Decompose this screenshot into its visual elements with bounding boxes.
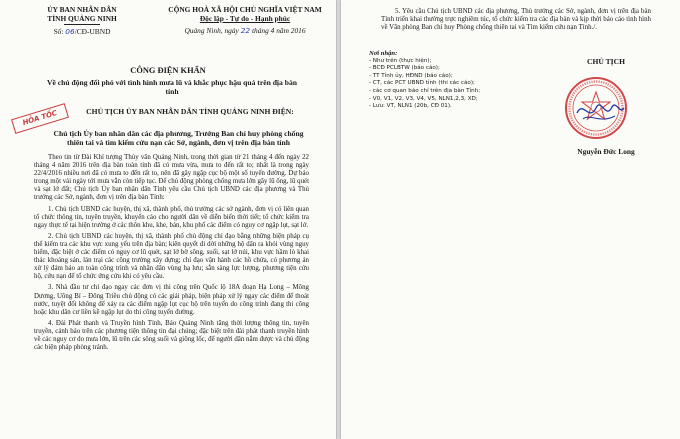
recipients-line: Chủ tịch Ủy ban nhân dân các địa phương, Trưởng Ban chỉ huy phòng chống thiên tai và tìm kiếm cứu nạn các Sở, ngành, đơn vị trên địa bàn tỉnh bbox=[53, 129, 304, 148]
national-motto: Độc lập - Tự do - Hạnh phúc bbox=[199, 14, 291, 23]
document-page-2 bbox=[341, 0, 680, 439]
official-seal-and-signature bbox=[563, 75, 629, 141]
body-paragraph-3: 3. Nhà đầu tư chỉ đạo ngay các đơn vị thi công trên Quốc lộ 18A đoạn Hạ Long – Mông Dương, Uông Bí – Đông Triều chủ động có các giải pháp, biện pháp xử lý ngay các điểm để thoát nước, tuyệt đối không để xảy ra các điểm ngập lụt cục bộ trên tuyến do công trình đang thi công hoặc khu dân cư liền kề ngập lụt do thi công tuyến đường. bbox=[34, 284, 309, 316]
document-title: CÔNG ĐIỆN KHẨN bbox=[130, 66, 206, 75]
urgent-stamp: HỎA TỐC bbox=[11, 103, 69, 134]
agency-line-1: ỦY BAN NHÂN DÂN bbox=[47, 5, 117, 14]
chair-title: CHỦ TỊCH bbox=[586, 57, 626, 66]
document-date bbox=[160, 26, 330, 35]
body-paragraph-1: 1. Chủ tịch UBND các huyện, thị xã, thành phố, thủ trưởng các sở ngành, đơn vị có liên quan tổ chức thông tin, tuyên truyền, khuyến cáo cho người dân về diễn biến thời tiết; tổ chức kiểm tra ngay thực tế tại hiện trường ở các thôn khu, khe, bản, khu phố các điểm có nguy cơ ngập lụt, sạt lở. bbox=[34, 205, 309, 229]
recipients-label: Nơi nhận: bbox=[369, 50, 398, 57]
signer-name: Nguyễn Đức Long bbox=[577, 147, 635, 156]
issuer-line: CHỦ TỊCH ỦY BAN NHÂN DÂN TỈNH QUẢNG NINH ĐIỆN: bbox=[86, 107, 294, 116]
header-rule bbox=[64, 24, 100, 25]
document-page-1 bbox=[0, 0, 336, 439]
body-paragraph-intro: Theo tin từ Đài Khí tượng Thủy văn Quảng Ninh, trong thời gian từ 21 tháng 4 đến ngày 22 tháng 4 năm 2016 trên địa bàn toàn tỉnh đã có mưa vừa, mưa to đến rất to; nhất là trong ngày 22/4/2016 nhiều nơi đã có mưa to đến rất to, nên đã gây ngập cục bộ một số tuyến đường. Dự báo trong một vài ngày tới mưa vẫn còn tiếp tục. Để chủ động phòng chống mưa lớn gây lũ ống, lũ quét và sạt lở đất; Chủ tịch Ủy ban nhân dân Tỉnh yêu cầu Chủ tịch UBND các địa phương và Thủ trưởng các Sở, ngành, đơn vị trên địa bàn Tỉnh: bbox=[34, 154, 309, 202]
doc-no-prefix: Số: bbox=[53, 27, 64, 36]
body-paragraph-2: 2. Chủ tịch UBND các huyện, thị xã, thành phố chủ động chỉ đạo bằng những biện pháp cụ thể kiểm tra các khu vực xung yếu trên địa bàn; kiên quyết di dời những hộ dân ra khỏi vùng nguy hiểm, đặc biệt ở các điểm có nguy cơ lũ quét, sạt lở bờ sông, suối, sạt lở núi, khu vực hầm lò khai thác khoáng sản, lán trại các công trường xây dựng; chỉ đạo vận hành các hồ chứa, có phương án xử lý đảm bảo an toàn công trình và nhân dân vùng hạ lưu; sẵn sàng lực lượng, phương tiện cứu hộ, cứu nạn để tổ chức ứng cứu khi có yêu cầu. bbox=[34, 232, 309, 281]
recipient-item: - TT Tỉnh ủy, HĐND (báo cáo); bbox=[369, 72, 453, 79]
recipient-item: - các cơ quan báo chí trên địa bàn Tỉnh; bbox=[369, 87, 481, 94]
date-day-handwritten: 22 bbox=[240, 26, 251, 35]
document-subtitle: Về chủ động đối phó với tình hình mưa lũ và khắc phục hậu quả trên địa bàn tỉnh bbox=[47, 78, 297, 96]
doc-no-handwritten: 06 bbox=[65, 27, 75, 36]
recipient-item: - BCĐ PCLBTW (báo cáo); bbox=[369, 65, 440, 72]
recipient-item: - Như trên (thực hiện); bbox=[369, 57, 432, 64]
national-header bbox=[160, 5, 330, 35]
recipient-item: - Lưu: VT, NLN1 (20b, CĐ 01). bbox=[369, 103, 452, 110]
body-paragraph-4: 4. Đài Phát thanh và Truyền hình Tỉnh, Báo Quảng Ninh tăng thời lượng thông tin, tuyên truyền, cảnh báo trên các phương tiện thông tin đại chúng; đặc biệt trên đài phát thanh truyền hình về các nguy cơ do mưa lớn, lũ trên các sông suối và giông lốc, để người dân nắm được và chủ động các biện pháp phòng tránh. bbox=[34, 319, 309, 352]
agency-header bbox=[32, 5, 132, 36]
agency-line-2: TỈNH QUẢNG NINH bbox=[47, 14, 117, 23]
document-number bbox=[32, 27, 132, 36]
recipient-item: - CT, các PCT UBND tỉnh (thi các cáo); bbox=[369, 80, 475, 87]
date-prefix: Quảng Ninh, ngày bbox=[184, 26, 239, 35]
country-name: CỘNG HOÀ XÃ HỘI CHỦ NGHĨA VIỆT NAM bbox=[168, 5, 322, 14]
body-paragraph-5: 5. Yêu cầu Chủ tịch UBND các địa phương, Thủ trưởng các Sở, ngành, đơn vị trên địa bàn Tỉnh triển khai thường trực nghiêm túc, tổ chức kiểm tra các địa bàn và kịp thời báo cáo tình hình về Văn phòng Ban chỉ huy Phòng chống thiên tai và Tìm kiếm cứu nạn Tỉnh./. bbox=[381, 8, 651, 32]
recipient-item: - V0, V1, V2, V3, V4, V5, NLN1,2,3, XD; bbox=[369, 95, 478, 102]
doc-no-suffix: /CĐ-UBND bbox=[74, 27, 111, 36]
document-body bbox=[34, 154, 309, 355]
recipients-list bbox=[369, 50, 519, 111]
date-suffix: tháng 4 năm 2016 bbox=[251, 26, 306, 35]
